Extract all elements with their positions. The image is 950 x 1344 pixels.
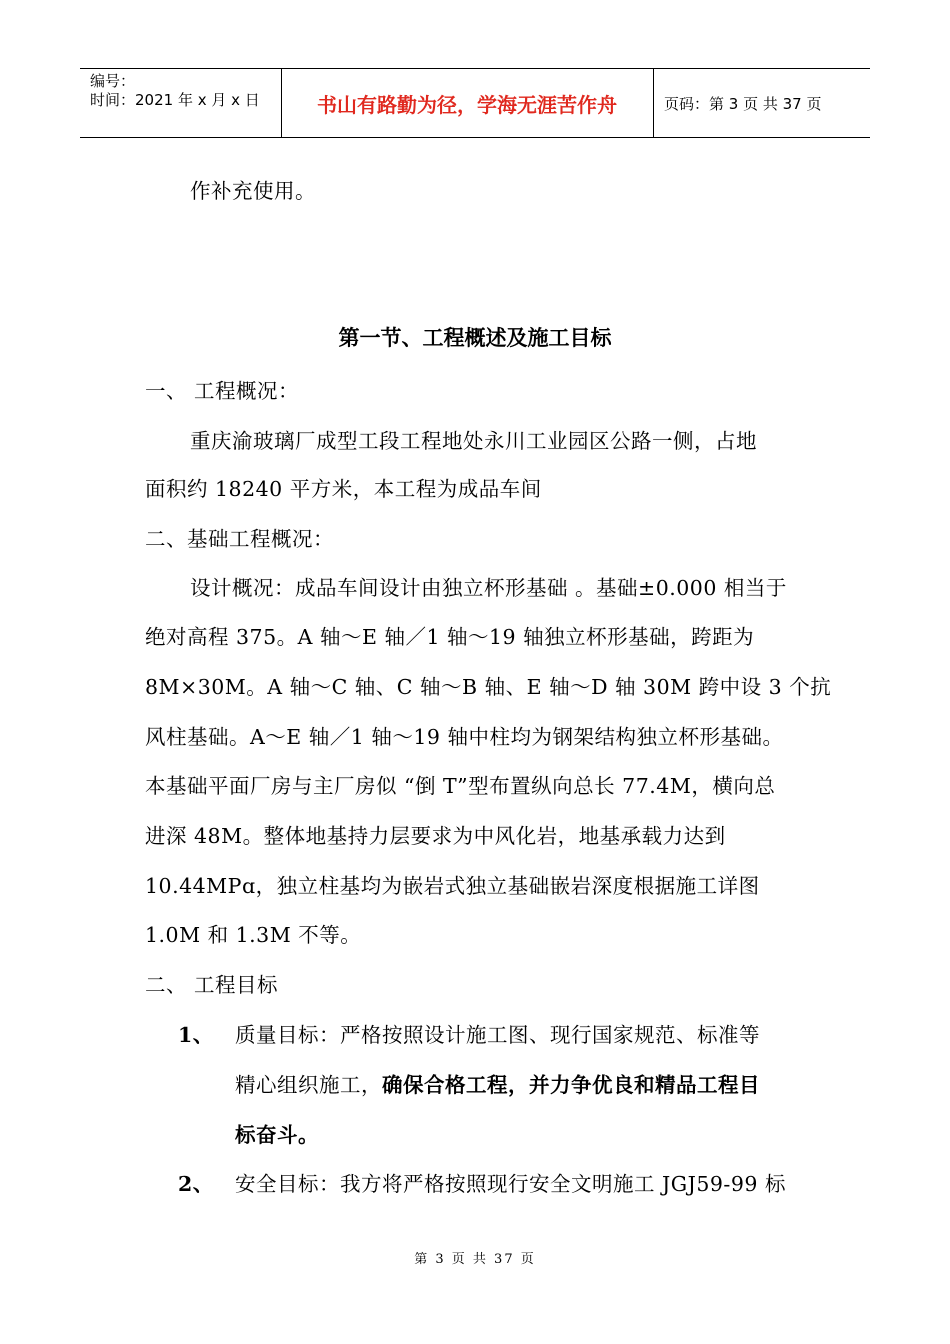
paragraph-line: 风柱基础。A～E 轴／1 轴～19 轴中柱均为钢架结构独立杯形基础。 xyxy=(145,725,784,749)
header-motto: 书山有路勤为径，学海无涯苦作舟 xyxy=(317,92,617,117)
page-footer: 第 3 页 共 37 页 xyxy=(414,1252,536,1267)
paragraph-line: 进深 48M。整体地基持力层要求为中风化岩，地基承载力达到 xyxy=(145,824,726,848)
list-item-line: 标奋斗。 xyxy=(235,1123,319,1147)
list-item-line: 安全目标：我方将严格按照现行安全文明施工 JGJ59-99 标 xyxy=(235,1172,786,1196)
paragraph-line: 绝对高程 375。A 轴～E 轴／1 轴～19 轴独立杯形基础，跨距为 xyxy=(145,625,755,649)
paragraph-line: 10.44MPɑ，独立柱基均为嵌岩式独立基础嵌岩深度根据施工详图 xyxy=(145,874,760,898)
paragraph-line: 面积约 18240 平方米，本工程为成品车间 xyxy=(145,477,542,501)
heading-overview: 一、 工程概况： xyxy=(145,379,300,403)
header-page-info: 页码：第 3 页 共 37 页 xyxy=(664,94,822,113)
list-item-line xyxy=(235,1068,760,1098)
paragraph-line: 1.0M 和 1.3M 不等。 xyxy=(145,923,362,947)
heading-foundation: 二、基础工程概况： xyxy=(145,527,334,551)
header-table xyxy=(80,68,870,138)
section-title: 第一节、工程概述及施工目标 xyxy=(338,325,612,350)
header-meta-cell xyxy=(80,69,281,137)
header-number: 编号： xyxy=(90,72,136,90)
paragraph-line: 作补充使用。 xyxy=(190,179,316,203)
header-time: 时间：2021 年 x 月 x 日 xyxy=(90,91,260,109)
paragraph-line: 重庆渝玻璃厂成型工段工程地处永川工业园区公路一侧，占地 xyxy=(190,429,757,453)
heading-goals: 二、 工程目标 xyxy=(145,973,279,997)
paragraph-line: 8M×30M。A 轴～C 轴、C 轴～B 轴、E 轴～D 轴 30M 跨中设 3 个抗 xyxy=(145,675,832,699)
paragraph-line: 设计概况：成品车间设计由独立杯形基础 。基础±0.000 相当于 xyxy=(190,576,787,600)
list-item-emphasis: 确保合格工程，并力争优良和精品工程目 xyxy=(382,1073,760,1097)
list-item-number: 2、 xyxy=(178,1172,214,1196)
paragraph-line: 本基础平面厂房与主厂房似 “倒 T”型布置纵向总长 77.4M，横向总 xyxy=(145,774,776,798)
list-item-number: 1、 xyxy=(178,1023,214,1047)
list-item-line: 质量目标：严格按照设计施工图、现行国家规范、标准等 xyxy=(235,1023,760,1047)
list-item-text: 精心组织施工， xyxy=(235,1073,382,1097)
